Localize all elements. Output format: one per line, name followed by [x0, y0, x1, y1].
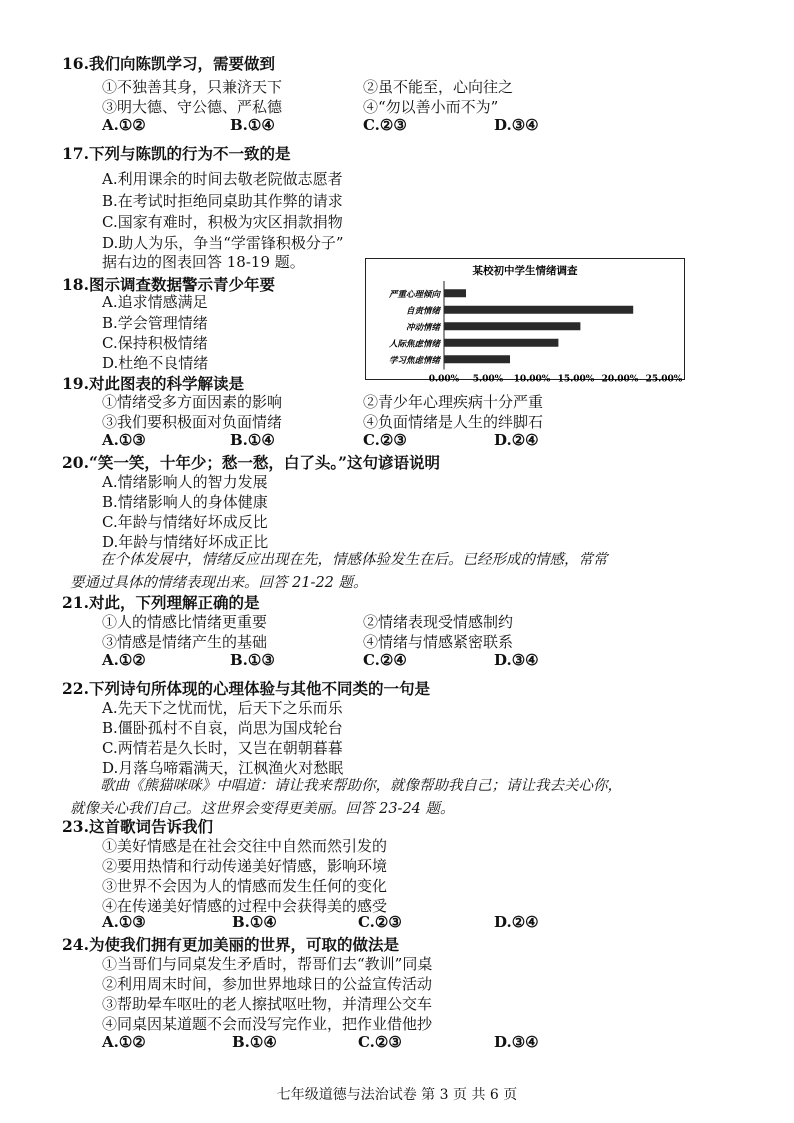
q16-option-a: A.①② — [102, 116, 146, 134]
q18-option-b: B.学会管理情绪 — [102, 314, 208, 332]
q16-option-c: C.②③ — [363, 116, 407, 134]
chart-category-label: 自责情绪 — [405, 306, 440, 317]
q21-item-1: ①人的情感比情绪更重要 — [102, 613, 268, 631]
q19-option-a: A.①③ — [102, 431, 146, 449]
chart-bar — [444, 306, 633, 314]
q23-option-b: B.①④ — [232, 913, 277, 931]
q19-item-1: ①情绪受多方面因素的影响 — [102, 393, 283, 411]
chart-category-label: 冲动情绪 — [405, 322, 440, 333]
q23-item-3: ③世界不会因为人的情感而发生任何的变化 — [102, 877, 388, 895]
q23-item-2: ②要用热情和行动传递美好情感，影响环境 — [102, 857, 388, 875]
passage-21-22-line-2: 要通过具体的情绪表现出来。回答 21-22 题。 — [70, 575, 368, 591]
q17-option-d: D.助人为乐，争当“学雷锋积极分子” — [102, 234, 344, 252]
question-23-stem: 23.这首歌词告诉我们 — [62, 817, 213, 836]
q21-option-a: A.①② — [102, 651, 146, 669]
q23-item-1: ①美好情感是在社会交往中自然而然引发的 — [102, 837, 388, 855]
question-18-stem: 18.图示调查数据警示青少年要 — [62, 275, 275, 294]
q24-option-c: C.②③ — [358, 1033, 402, 1051]
q19-option-d: D.②④ — [494, 431, 539, 449]
q21-item-2: ②情绪表现受情感制约 — [363, 613, 514, 631]
chart-x-tick-label: 5.00% — [472, 374, 504, 385]
chart-category-label: 人际焦虑情绪 — [388, 339, 440, 350]
chart-bar — [444, 322, 580, 330]
q23-option-d: D.②④ — [494, 913, 539, 931]
chart-x-tick-label: 15.00% — [557, 374, 595, 385]
q24-item-2: ②利用周末时间，参加世界地球日的公益宣传活动 — [102, 975, 433, 993]
chart-x-tick-label: 0.00% — [428, 374, 460, 385]
q23-option-c: C.②③ — [358, 913, 402, 931]
q17-option-a: A.利用课余的时间去敬老院做志愿者 — [102, 170, 343, 188]
question-17-stem: 17.下列与陈凯的行为不一致的是 — [62, 144, 291, 163]
q19-item-3: ③我们要积极面对负面情绪 — [102, 413, 283, 431]
q24-item-1: ①当哥们与同桌发生矛盾时，帮哥们去“教训”同桌 — [102, 955, 433, 973]
chart-x-tick-label: 20.00% — [601, 374, 639, 385]
q24-option-b: B.①④ — [232, 1033, 277, 1051]
passage-21-22-line-1: 在个体发展中，情绪反应出现在先，情感体验发生在后。已经形成的情感，常常 — [100, 552, 608, 568]
q19-option-b: B.①④ — [230, 431, 275, 449]
q16-item-3: ③明大德、守公德、严私德 — [102, 98, 283, 116]
q22-option-c: C.两情若是久长时，又岂在朝朝暮暮 — [102, 739, 343, 757]
q21-item-4: ④情绪与情感紧密联系 — [363, 633, 514, 651]
chart-bar — [444, 289, 466, 297]
q23-item-4: ④在传递美好情感的过程中会获得美的感受 — [102, 897, 388, 915]
q22-option-b: B.僵卧孤村不自哀，尚思为国戍轮台 — [102, 719, 343, 737]
q16-item-1: ①不独善其身，只兼济天下 — [102, 78, 283, 96]
q20-option-a: A.情绪影响人的智力发展 — [102, 473, 268, 491]
q19-item-2: ②青少年心理疾病十分严重 — [363, 393, 544, 411]
q17-option-b: B.在考试时拒绝同桌助其作弊的请求 — [102, 192, 343, 210]
q19-item-4: ④负面情绪是人生的绊脚石 — [363, 413, 544, 431]
q18-option-d: D.杜绝不良情绪 — [102, 354, 209, 372]
chart-x-tick-label: 10.00% — [513, 374, 551, 385]
chart-category-label: 严重心理倾向 — [388, 289, 440, 300]
q16-option-b: B.①④ — [230, 116, 275, 134]
passage-23-24-line-2: 就像关心我们自己。这世界会变得更美丽。回答 23-24 题。 — [70, 801, 455, 817]
q21-option-d: D.③④ — [494, 651, 539, 669]
page-footer: 七年级道德与法治试卷 第 3 页 共 6 页 — [276, 1087, 518, 1103]
emotion-survey-chart — [365, 258, 685, 385]
q22-option-a: A.先天下之忧而忧，后天下之乐而乐 — [102, 699, 343, 717]
q20-option-b: B.情绪影响人的身体健康 — [102, 493, 268, 511]
q23-option-a: A.①③ — [102, 913, 146, 931]
chart-bar — [444, 339, 558, 347]
passage-21-22 — [70, 549, 750, 595]
q20-option-c: C.年龄与情绪好坏成反比 — [102, 513, 268, 531]
chart-canvas — [366, 259, 684, 385]
q19-option-c: C.②③ — [363, 431, 407, 449]
chart-category-label: 学习焦虑情绪 — [388, 355, 440, 366]
intro-18-19: 据右边的图表回答 18-19 题。 — [102, 253, 305, 271]
q24-item-3: ③帮助晕车呕吐的老人擦拭呕吐物，并清理公交车 — [102, 995, 433, 1013]
passage-23-24-line-1: 歌曲《熊猫咪咪》中唱道：请让我来帮助你，就像帮助我自己；请让我去关心你， — [100, 778, 622, 794]
q21-item-3: ③情感是情绪产生的基础 — [102, 633, 268, 651]
q17-option-c: C.国家有难时，积极为灾区捐款捐物 — [102, 213, 343, 231]
q21-option-c: C.②④ — [363, 651, 407, 669]
question-21-stem: 21.对此，下列理解正确的是 — [62, 593, 260, 612]
question-24-stem: 24.为使我们拥有更加美丽的世界，可取的做法是 — [62, 935, 399, 954]
q20-option-d: D.年龄与情绪好坏成正比 — [102, 533, 269, 551]
q24-option-a: A.①② — [102, 1033, 146, 1051]
q24-item-4: ④同桌因某道题不会而没写完作业，把作业借他抄 — [102, 1015, 433, 1033]
q16-item-4: ④“勿以善小而不为” — [363, 98, 499, 116]
question-19-stem: 19.对此图表的科学解读是 — [62, 374, 244, 393]
q21-option-b: B.①③ — [230, 651, 275, 669]
question-22-stem: 22.下列诗句所体现的心理体验与其他不同类的一句是 — [62, 679, 430, 698]
q24-option-d: D.③④ — [494, 1033, 539, 1051]
question-16-stem: 16.我们向陈凯学习，需要做到 — [62, 54, 275, 73]
q16-item-2: ②虽不能至，心向往之 — [363, 78, 514, 96]
q18-option-c: C.保持积极情绪 — [102, 334, 208, 352]
q22-option-d: D.月落乌啼霜满天，江枫渔火对愁眠 — [102, 759, 344, 777]
q18-option-a: A.追求情感满足 — [102, 293, 208, 311]
chart-title: 某校初中学生情绪调查 — [472, 265, 578, 277]
question-20-stem: 20.“笑一笑，十年少；愁一愁，白了头。”这句谚语说明 — [62, 453, 441, 472]
q16-option-d: D.③④ — [494, 116, 539, 134]
chart-x-tick-label: 25.00% — [645, 374, 683, 385]
chart-bar — [444, 355, 510, 363]
